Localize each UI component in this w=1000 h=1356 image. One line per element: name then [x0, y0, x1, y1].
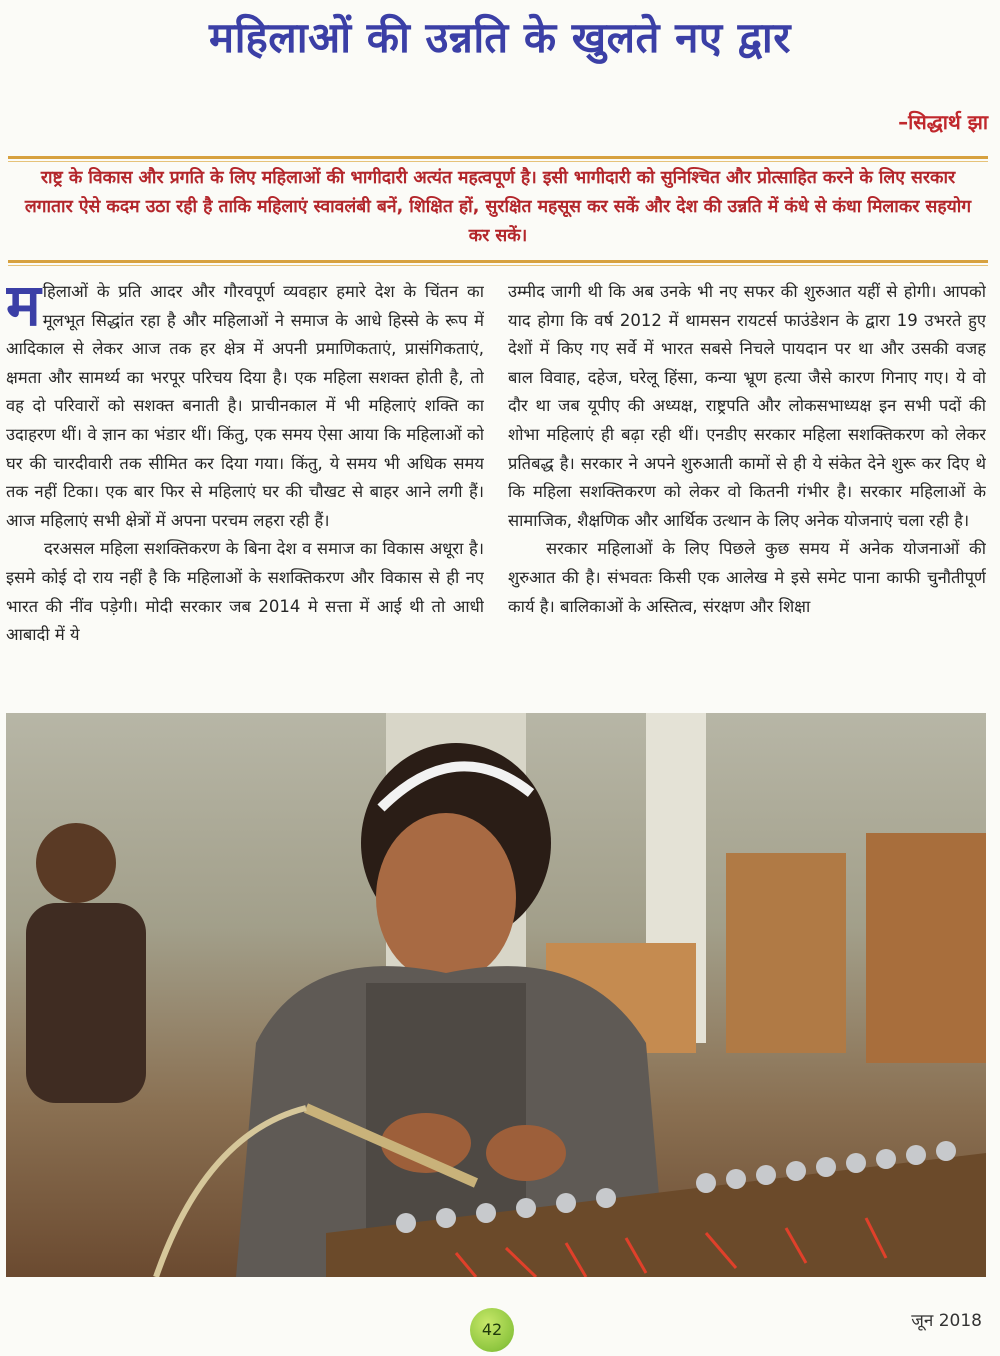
issue-date: जून 2018: [911, 1311, 982, 1331]
article-title: महिलाओं की उन्नति के खुलते नए द्वार: [209, 13, 791, 62]
left-column: [6, 278, 484, 708]
right-paragraph-1: उम्मीद जागी थी कि अब उनके भी नए सफर की शुरुआत यहीं से होगी। आपको याद होगा कि वर्ष 2012 में थामसन रायटर्स फाउंडेशन के द्वारा 19 उभरते हुए देशों में किए गए सर्वे में भारत सबसे निचले पायदान पर था और उसकी वजह बाल विवाह, दहेज, घरेलू हिंसा, कन्या भ्रूण हत्या जैसे कारण गिनाए गए। ये वो दौर था जब यूपीए की अध्यक्ष, राष्ट्रपति और लोकसभाध्यक्ष इन सभी पदों की शोभा महिलाएं ही बढ़ा रही थीं। एनडीए सरकार महिला सशक्तिकरण को लेकर प्रतिबद्ध है। सरकार ने अपने शुरुआती कामों से ही ये संकेत देने शुरू कर दिए थे कि महिला सशक्तिकरण को लेकर वो कितनी गंभीर है। सरकार महिलाओं के सामाजिक, शैक्षणिक और आर्थिक उत्थान के लिए अनेक योजनाएं चला रही है।: [508, 282, 986, 530]
drop-cap: म: [6, 278, 41, 339]
intro-bottom-rule: [8, 260, 988, 263]
photo-illustration: [6, 713, 986, 1277]
left-paragraph-2: दरअसल महिला सशक्तिकरण के बिना देश व समाज का विकास अधूरा है। इसमे कोई दो राय नहीं है कि महिलाओं के सशक्तिकरण और विकास से ही नए भारत की नींव पड़ेगी। मोदी सरकार जब 2014 मे सत्ता में आई थी तो आधी आबादी में ये: [6, 539, 484, 645]
right-column: [508, 278, 986, 708]
intro-top-rule: [8, 156, 988, 159]
author-byline: –सिद्धार्थ झा: [898, 110, 988, 134]
page-number-badge: 42: [470, 1308, 514, 1352]
right-paragraph-2: सरकार महिलाओं के लिए पिछले कुछ समय में अनेक योजनाओं की शुरुआत की है। संभवतः किसी एक आलेख मे इसे समेट पाना काफी चुनौतीपूर्ण कार्य है। बालिकाओं के अस्तित्व, संरक्षण और शिक्षा: [508, 539, 986, 616]
intro-standfirst: राष्ट्र के विकास और प्रगति के लिए महिलाओं की भागीदारी अत्यंत महत्वपूर्ण है। इसी भागीदारी को सुनिश्चित और प्रोत्साहित करने के लिए सरकार लगातार ऐसे कदम उठा रही है ताकि महिलाएं स्वावलंबी बनें, शिक्षित हों, सुरक्षित महसूस कर सकें और देश की उन्नति में कंधे से कंधा मिलाकर सहयोग कर सकें।: [24, 168, 972, 246]
factory-worker-photo: [6, 713, 986, 1277]
left-paragraph-1: [6, 278, 484, 535]
left-paragraph-1-text: हिलाओं के प्रति आदर और गौरवपूर्ण व्यवहार हमारे देश के चिंतन का मूलभूत सिद्धांत रहा है और महिलाओं ने समाज के आधे हिस्से के रूप में आदिकाल से लेकर आज तक हर क्षेत्र में अपनी प्रमाणिकताएं, प्रासंगिकताएं, क्षमता और सामर्थ्य का भरपूर परिचय दिया है। एक महिला सशक्त होती है, तो वह दो परिवारों को सशक्त बनाती है। प्राचीनकाल में भी महिलाएं शक्ति का उदाहरण थीं। वे ज्ञान का भंडार थीं। किंतु, एक समय ऐसा आया कि महिलाओं को घर की चारदीवारी तक सीमित कर दिया गया। किंतु, ये समय भी अधिक समय तक नहीं टिका। एक बार फिर से महिलाएं घर की चौखट से बाहर आने लगी हैं। आज महिलाएं सभी क्षेत्रों में अपना परचम लहरा रही हैं।: [6, 282, 484, 530]
